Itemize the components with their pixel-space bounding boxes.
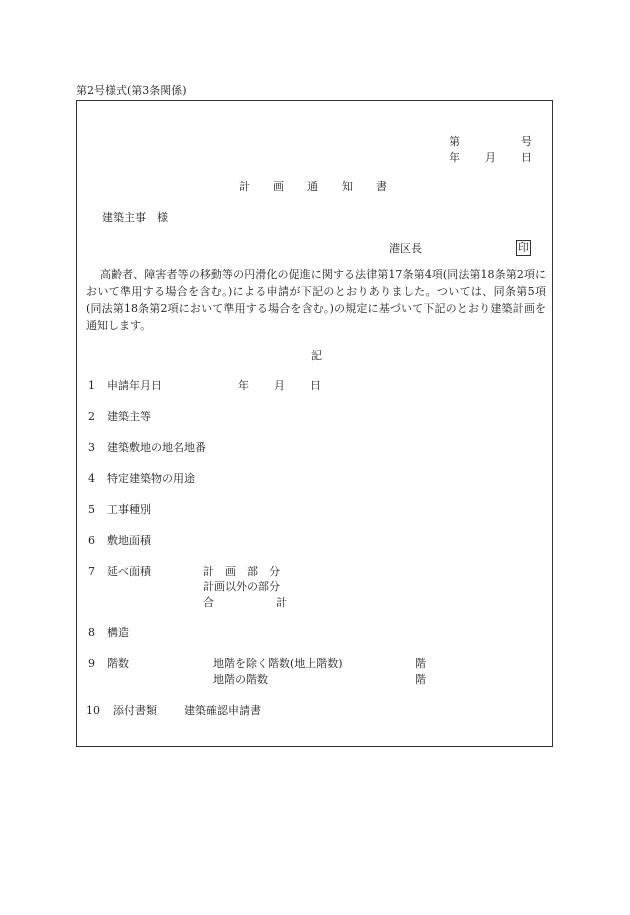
item-5-no: 5 bbox=[88, 503, 95, 516]
addressee: 建築主事 様 bbox=[102, 211, 168, 224]
item-7-total-b: 計 bbox=[276, 596, 287, 609]
seal-mark: 印 bbox=[518, 241, 529, 254]
item-5-label: 工事種別 bbox=[107, 503, 151, 516]
item-2-no: 2 bbox=[88, 410, 95, 423]
item-7-no: 7 bbox=[88, 565, 95, 578]
item-4-label: 特定建築物の用途 bbox=[107, 472, 195, 485]
item-6-no: 6 bbox=[88, 534, 95, 547]
item-9-no: 9 bbox=[88, 657, 95, 670]
item-9-sub-1: 地階を除く階数(地上階数) bbox=[213, 657, 343, 670]
title-char-4: 知 bbox=[342, 180, 353, 193]
seal-box bbox=[516, 240, 531, 256]
item-9-sub-2: 地階の階数 bbox=[213, 673, 268, 686]
title-char-1: 計 bbox=[239, 180, 250, 193]
item-2-label: 建築主等 bbox=[107, 410, 151, 423]
date-month: 月 bbox=[485, 151, 496, 164]
title-char-5: 書 bbox=[376, 180, 387, 193]
item-1-no: 1 bbox=[88, 379, 95, 392]
number-prefix: 第 bbox=[449, 135, 460, 148]
item-9-unit-1: 階 bbox=[415, 657, 426, 670]
issuer: 港区長 bbox=[389, 242, 422, 255]
item-10-value: 建築確認申請書 bbox=[184, 704, 261, 717]
item-9-unit-2: 階 bbox=[415, 673, 426, 686]
item-7-sub-2: 計画以外の部分 bbox=[203, 580, 280, 593]
item-7-label: 延べ面積 bbox=[107, 565, 151, 578]
title-char-3: 通 bbox=[307, 180, 318, 193]
item-6-label: 敷地面積 bbox=[107, 534, 151, 547]
item-10-label: 添付書類 bbox=[113, 704, 157, 717]
date-day: 日 bbox=[521, 151, 532, 164]
item-7-sub-1: 計 画 部 分 bbox=[203, 565, 280, 578]
item-4-no: 4 bbox=[88, 472, 95, 485]
item-9-label: 階数 bbox=[107, 657, 129, 670]
form-frame bbox=[76, 100, 553, 747]
item-3-no: 3 bbox=[88, 441, 95, 454]
item-8-no: 8 bbox=[88, 626, 95, 639]
item-1-label: 申請年月日 bbox=[107, 379, 162, 392]
item-7-total-a: 合 bbox=[203, 596, 214, 609]
item-1-month: 月 bbox=[274, 379, 285, 392]
title-char-2: 画 bbox=[273, 180, 284, 193]
form-label: 第2号様式(第3条関係) bbox=[76, 84, 187, 97]
item-8-label: 構造 bbox=[107, 626, 129, 639]
ki-heading: 記 bbox=[311, 349, 322, 362]
notice-body: 高齢者、障害者等の移動等の円滑化の促進に関する法律第17条第4項(同法第18条第2項において準用する場合を含む。)による申請が下記のとおりありました。ついては、同条第5項(同法第18条第2項において準用する場合を含む。)の規定に基づいて下記のとおり建築計画を通知します。 bbox=[86, 268, 546, 332]
item-1-day: 日 bbox=[310, 379, 321, 392]
date-year: 年 bbox=[449, 151, 460, 164]
number-suffix: 号 bbox=[521, 135, 532, 148]
item-3-label: 建築敷地の地名地番 bbox=[107, 441, 206, 454]
item-1-year: 年 bbox=[238, 379, 249, 392]
item-10-no: 10 bbox=[86, 704, 100, 717]
